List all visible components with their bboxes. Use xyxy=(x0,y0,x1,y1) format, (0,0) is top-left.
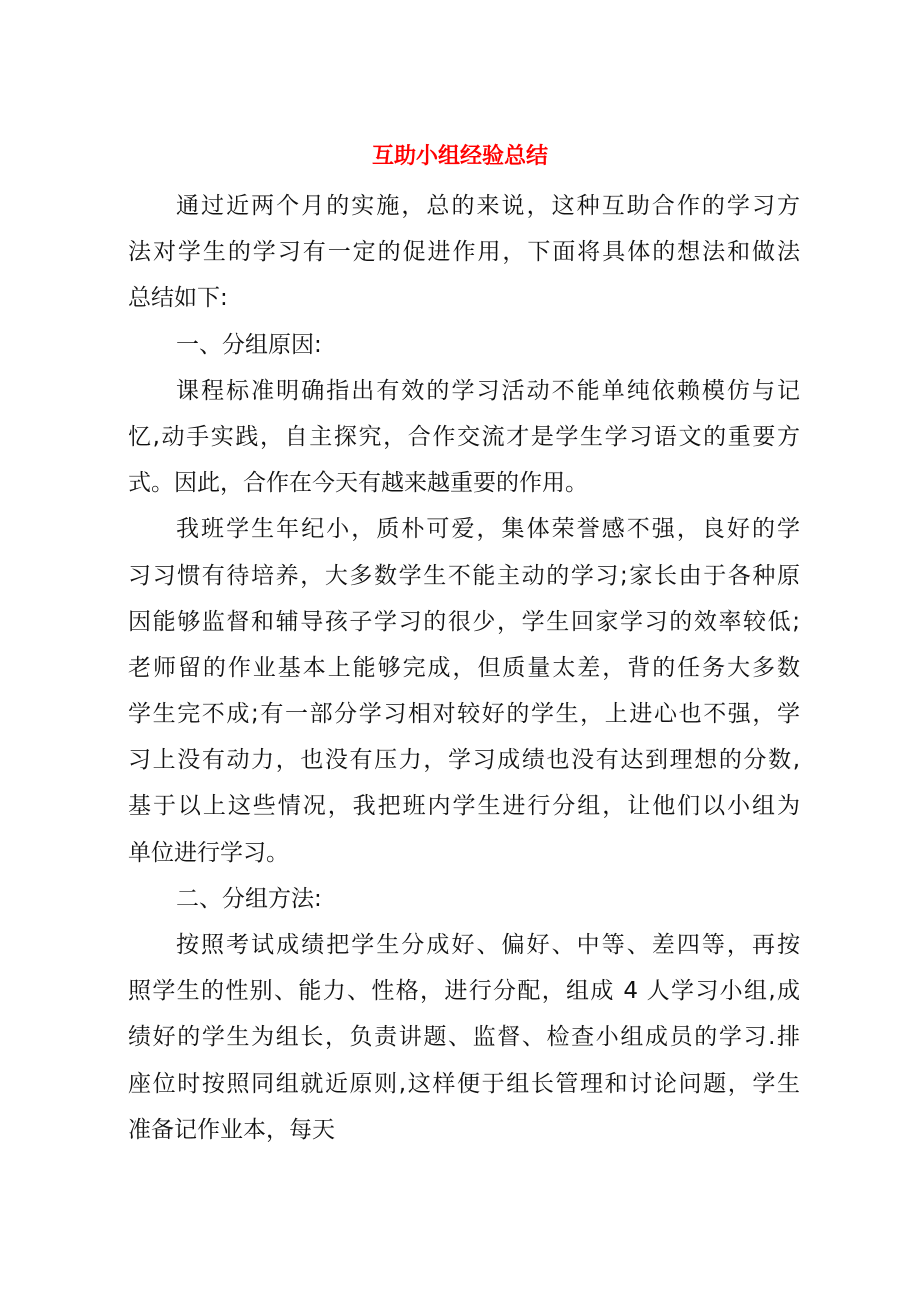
paragraph-line: 我班学生年纪小，质朴可爱，集体荣誉感不强，良好的学 xyxy=(176,516,800,543)
paragraph-line: 习上没有动力，也没有压力，学习成绩也没有达到理想的分数, xyxy=(128,747,800,774)
document-title: 互助小组经验总结 xyxy=(371,144,548,169)
paragraph xyxy=(128,183,800,322)
paragraph xyxy=(128,876,800,922)
paragraph-line: 习习惯有待培养，大多数学生不能主动的学习;家长由于各种原 xyxy=(128,562,800,589)
paragraph-line: 二、分组方法: xyxy=(176,885,322,912)
paragraph-line: 通过近两个月的实施，总的来说，这种互助合作的学习方 xyxy=(176,193,800,219)
paragraph-line: 法对学生的学习有一定的促进作用，下面将具体的想法和做法 xyxy=(128,239,800,266)
paragraph xyxy=(128,322,800,368)
paragraph xyxy=(128,368,800,507)
paragraph-line: 绩好的学生为组长，负责讲题、监督、检查小组成员的学习.排 xyxy=(128,1024,800,1051)
paragraph-line: 按照考试成绩把学生分成好、偏好、中等、差四等，再按 xyxy=(176,932,800,958)
document-body xyxy=(128,183,800,1153)
paragraph-line: 照学生的性别、能力、性格，进行分配，组成 4 人学习小组,成 xyxy=(128,978,800,1005)
paragraph-line: 基于以上这些情况，我把班内学生进行分组，让他们以小组为 xyxy=(128,793,800,820)
paragraph-line: 式。因此，合作在今天有越来越重要的作用。 xyxy=(128,470,588,497)
paragraph xyxy=(128,506,800,876)
paragraph-line: 一、分组原因: xyxy=(176,331,322,358)
paragraph-line: 总结如下: xyxy=(128,285,228,312)
paragraph-line: 座位时按照同组就近原则,这样便于组长管理和讨论问题，学生 xyxy=(128,1070,800,1097)
paragraph-line: 课程标准明确指出有效的学习活动不能单纯依赖模仿与记 xyxy=(176,377,800,404)
paragraph-line: 忆,动手实践，自主探究，合作交流才是学生学习语文的重要方 xyxy=(128,423,800,450)
paragraph-line: 单位进行学习。 xyxy=(128,839,289,866)
paragraph-line: 老师留的作业基本上能够完成，但质量太差，背的任务大多数 xyxy=(128,654,800,681)
paragraph-line: 因能够监督和辅导孩子学习的很少，学生回家学习的效率较低; xyxy=(128,608,800,635)
paragraph xyxy=(128,922,800,1153)
paragraph-line: 准备记作业本，每天 xyxy=(128,1116,335,1143)
paragraph-line: 学生完不成;有一部分学习相对较好的学生，上进心也不强，学 xyxy=(128,701,800,728)
